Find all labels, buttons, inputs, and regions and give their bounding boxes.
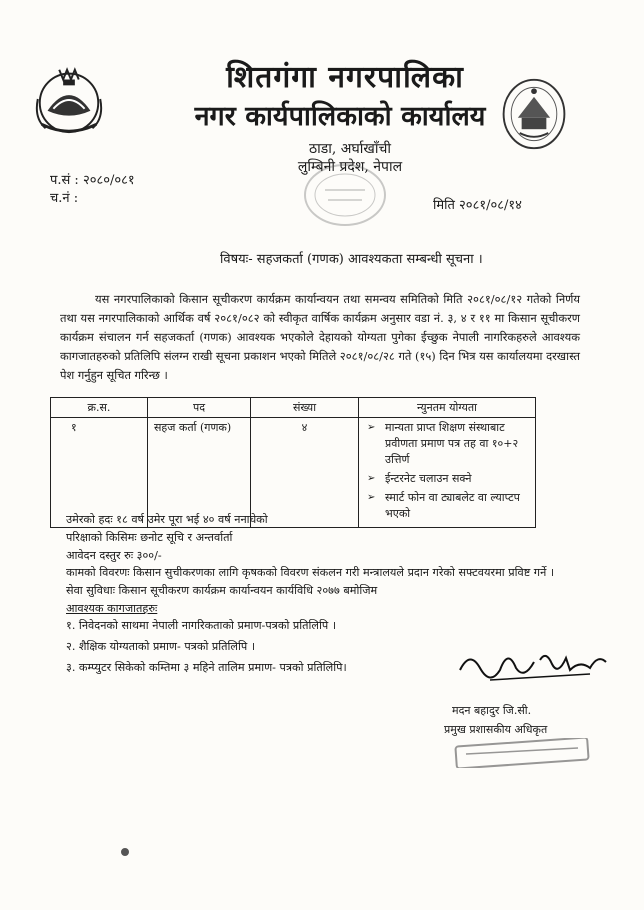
arrow-bullet-icon: ➢ [367, 473, 376, 484]
cell-count: ४ [251, 418, 359, 528]
notice-conditions [66, 511, 554, 618]
list-item: १. निवेदनको साथमा नेपाली नागरिकताको प्रमाण-पत्रको प्रतिलिपि । [66, 619, 337, 632]
list-item: ➢ स्मार्ट फोन वा ट्याबलेट वा ल्याप्टप भएको [367, 491, 520, 520]
cell-serial: १ [51, 418, 148, 528]
exam-type: परिक्षाको किसिमः छनोट सूचि र अन्तर्वार्ता [66, 530, 233, 544]
signature-icon [450, 640, 610, 695]
qualification-list [365, 420, 529, 522]
arrow-bullet-icon: ➢ [367, 492, 376, 503]
requirements-table [50, 397, 536, 528]
required-docs-heading: आवश्यक कागजातहरुः [66, 601, 158, 615]
signatory-name: मदन बहादुर जि.सी. [452, 704, 532, 717]
header-serial: क्र.स. [51, 398, 148, 418]
table-header-row [51, 398, 536, 418]
dispatch-number: च.नं : [50, 191, 79, 206]
header-qualification: न्युनतम योग्यता [359, 398, 536, 418]
office-title: नगर कार्यपालिकाको कार्यालय [194, 101, 486, 132]
header-count: संख्या [251, 398, 359, 418]
list-item: २. शैक्षिक योग्यताको प्रमाण- पत्रको प्रतिलिपि । [66, 640, 256, 653]
official-stamp-icon [452, 738, 592, 768]
office-stamp-icon [300, 160, 390, 230]
work-detail: कामको विवरणः किसान सुचीकरणका लागि कृषकको विवरण संकलन गरी मन्त्रालयले प्रदान गरेको सफ्टवयरमा प्रविष्ट गर्ने । [66, 566, 555, 580]
reference-number: प.सं : २०८०/०८१ [50, 173, 135, 188]
notice-date: मिति २०८१/०८/१४ [433, 198, 522, 213]
list-item: ➢ ईन्टरनेट चलाउन सक्ने [367, 472, 472, 485]
required-documents [66, 615, 347, 678]
cell-post: सहज कर्ता (गणक) [148, 418, 251, 528]
service-facility: सेवा सुविधाः किसान सूचीकरण कार्यक्रम कार्यान्वयन कार्यविधि २०७७ बमोजिम [66, 584, 378, 598]
arrow-bullet-icon: ➢ [367, 422, 376, 433]
header-post: पद [148, 398, 251, 418]
shitganga-municipality-seal-icon [500, 76, 568, 152]
application-fee: आवेदन दस्तुर रुः ३००/- [66, 548, 162, 562]
list-item: ➢ मान्यता प्राप्त शिक्षण संस्थाबाट प्रवीणता प्रमाण पत्र तह वा १०+२ उत्तिर्ण [367, 421, 519, 466]
age-limit: उमेरको हदः १८ वर्ष उमेर पूरा भई ४० वर्ष ननाघेको [66, 513, 268, 526]
address-line-1: ठाडा, अर्घाखाँची [309, 141, 391, 157]
ink-smudge-icon [118, 845, 132, 859]
list-item: ३. कम्प्युटर सिकेको कम्तिमा ३ महिने तालिम प्रमाण- पत्रको प्रतिलिपि। [66, 661, 347, 674]
notice-body: यस नगरपालिकाको किसान सूचीकरण कार्यक्रम कार्यान्वयन तथा समन्वय समितिको मिति २०८१/०८/१२ गतेको निर्णय तथा यस नगरपालिकाको आर्थिक वर्ष २०८१/०८२ को स्वीकृत वार्षिक कार्यक्रम अनुसार वडा नं. ३, ४ र ११ मा किसान सूचीकरण कार्यक्रम संचालन गर्न सहजकर्ता (गणक) आवश्यक भएकोले देहायको योग्यता पुगेका ईच्छुक नेपाली नागरिकहरुले आवश्यक कागजातहरुको प्रतिलिपि संलग्न राखी सूचना प्रकाशन भएको मितिले २०८१/०८/२८ गते (१५) दिन भित्र यस कार्यालयमा दरखास्त पेश गर्नुहुन सूचित गरिन्छ । [60, 292, 580, 382]
notice-subject: विषयः- सहजकर्ता (गणक) आवश्यकता सम्बन्धी सूचना । [220, 252, 483, 267]
address-line-2: लुम्बिनी प्रदेश, नेपाल [297, 159, 403, 175]
nepal-coat-of-arms-icon [30, 60, 108, 138]
signatory-title: प्रमुख प्रशासकीय अधिकृत [444, 723, 548, 736]
municipality-title: शितगंगा नगरपालिका [226, 60, 464, 95]
